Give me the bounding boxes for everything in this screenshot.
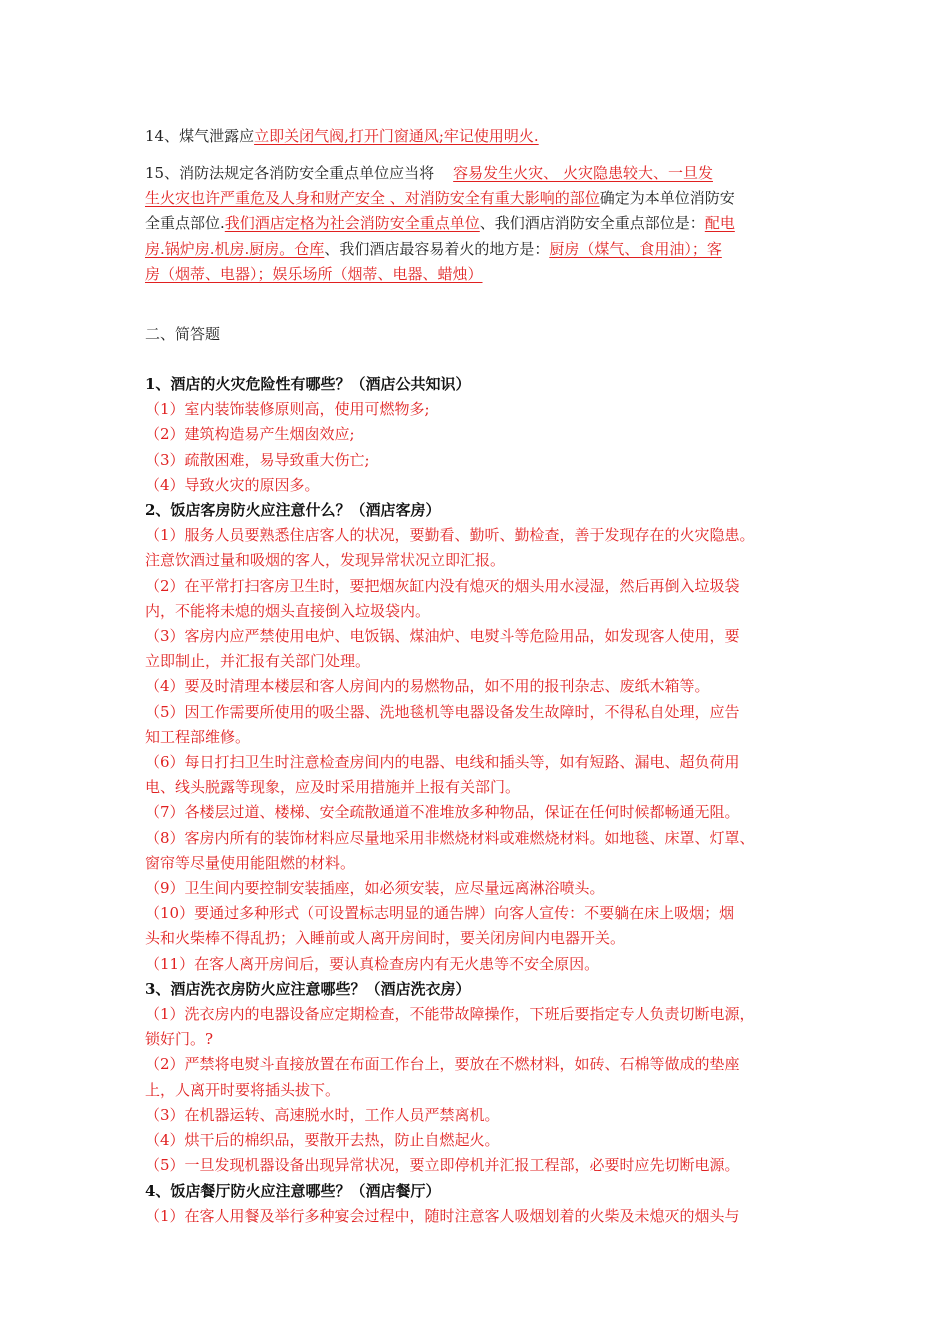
answer-line: 知工程部维修。 bbox=[145, 727, 251, 746]
answer-line: 窗帘等尽量使用能阻燃的材料。 bbox=[145, 853, 356, 872]
answer-line: （2）在平常打扫客房卫生时，要把烟灰缸内没有熄灭的烟头用水浸湿，然后再倒入垃圾袋 bbox=[145, 576, 740, 595]
answer-line: 立即制止，并汇报有关部门处理。 bbox=[145, 652, 371, 671]
answer-line: （1）洗衣房内的电器设备应定期检查，不能带故障操作，下班后要指定专人负责切断电源， bbox=[145, 1005, 755, 1024]
answer-line: （2）建筑构造易产生烟囱效应; bbox=[145, 425, 355, 444]
q14-line bbox=[145, 124, 817, 149]
q15-answer: 我们酒店定格为社会消防安全重点单位 bbox=[224, 214, 480, 233]
answer-line: （5）因工作需要所使用的吸尘器、洗地毯机等电器设备发生故障时，不得私自处理，应告 bbox=[145, 702, 740, 721]
answer-line: （4）烘干后的棉织品，要散开去热，防止自燃起火。 bbox=[145, 1131, 500, 1150]
q15-text: 、我们酒店消防安全重点部位是： bbox=[479, 214, 705, 233]
q15-answer: 容易发生火灾、 火灾隐患较大、一旦发 bbox=[453, 164, 713, 182]
q15-text: 确定为本单位消防安 bbox=[599, 189, 735, 208]
question-heading: 4、饭店餐厅防火应注意哪些？（酒店餐厅） bbox=[145, 1181, 441, 1200]
q15-answer: 房.锅炉房.机房.厨房。仓库 bbox=[145, 239, 325, 258]
answer-line: （8）客房内所有的装饰材料应尽量地采用非燃烧材料或难燃烧材料。如地毯、床罩、灯罩、 bbox=[145, 828, 755, 847]
answer-line: 上，人离开时要将插头拔下。 bbox=[145, 1080, 341, 1099]
answer-line: （4）要及时清理本楼层和客人房间内的易燃物品，如不用的报刊杂志、废纸木箱等。 bbox=[145, 677, 710, 696]
answers-list bbox=[145, 372, 817, 1229]
answer-line: 锁好门。? bbox=[145, 1030, 214, 1049]
answer-line: 注意饮酒过量和吸烟的客人，发现异常状况立即汇报。 bbox=[145, 551, 506, 570]
answer-line: （4）导致火灾的原因多。 bbox=[145, 475, 320, 494]
answer-line: （7）各楼层过道、楼梯、安全疏散通道不准堆放多种物品，保证在任何时候都畅通无阻。 bbox=[145, 803, 740, 822]
answer-line: 电、线头脱露等现象，应及时采用措施并上报有关部门。 bbox=[145, 778, 521, 797]
answer-line: （1）服务人员要熟悉住店客人的状况，要勤看、勤听、勤检查，善于发现存在的火灾隐患。 bbox=[145, 526, 755, 545]
answer-line: 头和火柴棒不得乱扔；入睡前或人离开房间时，要关闭房间内电器开关。 bbox=[145, 929, 626, 948]
answer-line: （3）在机器运转、高速脱水时，工作人员严禁离机。 bbox=[145, 1105, 500, 1124]
question-heading: 2、饭店客房防火应注意什么？（酒店客房） bbox=[145, 501, 441, 520]
answer-line: （5）一旦发现机器设备出现异常状况，要立即停机并汇报工程部，必要时应先切断电源。 bbox=[145, 1156, 740, 1175]
q15-line-5 bbox=[145, 262, 817, 287]
q15-text: 、我们酒店最容易着火的地方是： bbox=[324, 239, 550, 258]
q15-line-4 bbox=[145, 237, 817, 262]
answer-line: （3）客房内应严禁使用电炉、电饭锅、煤油炉、电熨斗等危险用品，如发现客人使用，要 bbox=[145, 627, 740, 646]
q15-answer: 生火灾也许严重危及人身和财产安全 、对消防安全有重大影响的部位 bbox=[145, 189, 600, 208]
q15-text: 15、消防法规定各消防安全重点单位应当将 bbox=[145, 164, 435, 182]
q14-prefix: 14、煤气泄露应 bbox=[145, 127, 255, 145]
answer-line: （2）严禁将电熨斗直接放置在布面工作台上，要放在不燃材料，如砖、石棉等做成的垫座 bbox=[145, 1055, 740, 1074]
q14-answer: 立即关闭气阀,打开门窗通风;牢记使用明火. bbox=[254, 127, 539, 145]
answer-line: （9）卫生间内要控制安装插座，如必须安装，应尽量远离淋浴喷头。 bbox=[145, 879, 605, 898]
answer-line: （10）要通过多种形式（可设置标志明显的通告牌）向客人宣传：不要躺在床上吸烟；烟 bbox=[145, 904, 735, 923]
q15-paragraph bbox=[145, 161, 817, 287]
answer-line: （3）疏散困难，易导致重大伤亡; bbox=[145, 450, 370, 469]
q15-answer: 配电 bbox=[704, 214, 735, 233]
q15-answer: 厨房（煤气、食用油）；客 bbox=[549, 239, 722, 258]
q15-answer: 房（烟蒂、电器）；娱乐场所（烟蒂、电器、蜡烛） bbox=[145, 264, 483, 283]
question-heading: 3、酒店洗衣房防火应注意哪些？（酒店洗衣房） bbox=[145, 979, 471, 998]
answer-line: （1）在客人用餐及举行多种宴会过程中，随时注意客人吸烟划着的火柴及未熄灭的烟头与 bbox=[145, 1206, 740, 1225]
q15-line-1 bbox=[145, 161, 817, 186]
answer-line: （6）每日打扫卫生时注意检查房间内的电器、电线和插头等，如有短路、漏电、超负荷用 bbox=[145, 753, 740, 772]
answer-line: 内，不能将未熄的烟头直接倒入垃圾袋内。 bbox=[145, 601, 431, 620]
q15-text: 全重点部位. bbox=[145, 214, 225, 233]
section-title: 二、简答题 bbox=[145, 325, 221, 343]
q15-line-3 bbox=[145, 211, 817, 236]
answer-line: （1）室内装饰装修原则高，使用可燃物多; bbox=[145, 400, 430, 419]
answer-line: （11）在客人离开房间后，要认真检查房内有无火患等不安全原因。 bbox=[145, 954, 600, 973]
question-heading: 1、酒店的火灾危险性有哪些？（酒店公共知识） bbox=[145, 375, 471, 393]
q15-line-2 bbox=[145, 186, 817, 211]
